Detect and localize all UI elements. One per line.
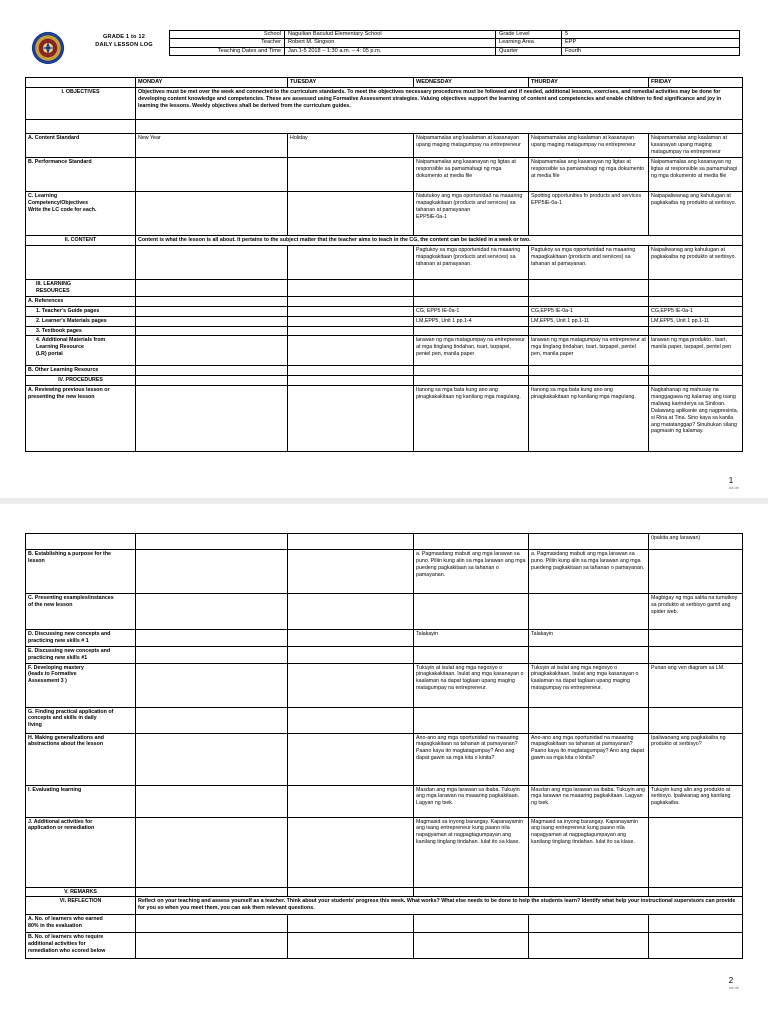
blank-cell	[649, 376, 743, 386]
page-number-1-value: 1	[728, 476, 734, 485]
procedure-g-line-3: living	[28, 722, 42, 729]
blank-cell	[288, 534, 414, 550]
learning-resources-line-1: III. LEARNING	[36, 281, 72, 288]
blank-cell	[136, 296, 288, 306]
area-value: EPP	[562, 39, 740, 47]
procedure-c-fri: Magbigay ng mga salita na tumutkoy sa produkto at serbisyo gamit ang spider web.	[649, 594, 743, 630]
blank-cell	[649, 933, 743, 959]
procedure-e-line-1: E. Discussing new concepts and	[28, 647, 111, 654]
competency-label-line-2: Competency/Objectives	[28, 200, 89, 207]
watermark-2: lcli.de	[728, 985, 739, 990]
blank-cell	[136, 192, 288, 236]
procedure-h-fri: Ipaliwanang ang pagkakaiba ng produkto at serbisyo?	[649, 733, 743, 785]
procedure-f-thu: Tukuyin at isulat ang mga negosyo o pinagkakakitaan. Isulat ang mga kasanayan o kaalaman na dapat taglaan upang maging matagumpay na entrepreneur.	[529, 663, 649, 707]
document-title	[78, 33, 170, 50]
procedure-h-thu: Ano-ano ang mga oportunidad na maaaring mapagkakitaan sa tahanan at pamayanan? Paano kaya ito magtatagumpay? Ano ang dapat gawin sa mga kita o kinita?	[529, 733, 649, 785]
performance-standard-thu: Naipamamalas ang kasanayan ng ligtas at responsible sa pamamahagi ng mga dokumento at media file	[529, 158, 649, 192]
content-standard-thu: Naipamamalas ang kaalaman at kasanayan upang maging matagumpay na entrepreneur	[529, 134, 649, 158]
blank-cell	[288, 550, 414, 594]
procedure-j-wed: Magmasid sa inyong barangay. Kapanayamin ang isang entrepreneur kung paano nila napagyaman at nagpagtagumpayan ang kanilang tinglang tindahan. Iulat ito sa klase.	[414, 817, 529, 887]
blank-cell	[414, 707, 529, 733]
teacher-value: Robert M. Singson	[285, 39, 496, 47]
day-friday: FRIDAY	[649, 78, 743, 88]
blank-cell	[288, 663, 414, 707]
blank-cell	[136, 336, 288, 366]
procedure-b-label	[26, 550, 136, 594]
day-tuesday: TUESDAY	[288, 78, 414, 88]
corner-cell	[26, 78, 136, 88]
competency-thu-text: Spotting opportunities fo products and services	[531, 193, 642, 200]
procedure-b-line-2: lesson	[28, 557, 45, 564]
blank-cell	[649, 887, 743, 897]
grade-value: 5	[562, 31, 740, 39]
blank-cell	[136, 663, 288, 707]
blank-cell	[414, 594, 529, 630]
blank-cell	[414, 366, 529, 376]
competency-fri: Naipapaliwanag ang kahulugan at pagkakaiba ng produkto at serbisyo.	[649, 192, 743, 236]
blank-cell	[649, 280, 743, 297]
procedure-f-wed: Tukuyin at isulat ang mga negosyo o pinagkakakitaan. Isulat ang mga kasanayan o kaalaman na dapat taglaan upang maging matagumpay na entrepreneur.	[414, 663, 529, 707]
blank-cell	[288, 316, 414, 326]
learners-materials-label: 2. Learner's Materials pages	[26, 316, 136, 326]
blank-cell	[649, 296, 743, 306]
competency-wed	[414, 192, 529, 236]
procedure-d-label	[26, 630, 136, 647]
blank-cell	[288, 933, 414, 959]
procedure-h-line-2: abstractions about the lesson	[28, 741, 104, 748]
blank-cell	[136, 646, 288, 663]
content-note: Content is what the lesson is all about. It pertains to the subject matter that the teacher aims to teach in the CG, the content can be tackled in a week or two.	[136, 236, 743, 246]
blank-cell	[136, 306, 288, 316]
blank-cell	[26, 246, 136, 280]
blank-cell	[414, 915, 529, 933]
blank-cell	[288, 280, 414, 297]
blank-cell	[414, 534, 529, 550]
blank-cell	[288, 192, 414, 236]
blank-cell	[414, 887, 529, 897]
title-line-1: GRADE 1 to 12	[102, 34, 146, 40]
blank-cell	[288, 594, 414, 630]
procedure-b-wed: a. Pagmasdang mabuti ang mga larawan sa puno. Piliin kung alin sa mga larawan ang mga puedeng pagkakitaan sa tahanan o pamayanan.	[414, 550, 529, 594]
remarks-label: V. REMARKS	[26, 887, 136, 897]
procedure-i-wed: Masdan ang mga larawan sa ibaba. Tukuyin ang mga larawan na maaaring pagkakitaan. Lagyan ng tsek.	[414, 785, 529, 817]
blank-cell	[529, 915, 649, 933]
procedure-c-line-2: of the new lesson	[28, 601, 73, 608]
blank-cell	[649, 915, 743, 933]
blank-cell	[136, 366, 288, 376]
blank-cell	[136, 158, 288, 192]
blank-cell	[288, 376, 414, 386]
blank-cell	[288, 915, 414, 933]
grade-label: Grade Level	[496, 31, 562, 39]
blank-cell	[529, 534, 649, 550]
blank-cell	[649, 707, 743, 733]
area-label: Learning Area	[496, 39, 562, 47]
procedure-f-line-3: Assessment 3 )	[28, 678, 67, 685]
blank-cell	[136, 550, 288, 594]
blank-cell	[288, 158, 414, 192]
procedure-h-label	[26, 733, 136, 785]
blank-cell	[288, 336, 414, 366]
competency-wed-code: EPP5IE-0a-1	[416, 213, 447, 220]
procedure-g-line-2: concepts and skills in daily	[28, 715, 97, 722]
procedure-a-wed: Itanong sa mga bata kung ano ang pinagkakakitaan ng kanilang mga magulang.	[414, 386, 529, 452]
day-monday: MONDAY	[136, 78, 288, 88]
competency-thu	[529, 192, 649, 236]
blank-cell	[288, 296, 414, 306]
content-standard-mon: New Year	[136, 134, 288, 158]
page-number-2	[729, 976, 739, 990]
procedure-i-label: I. Evaluating learning	[26, 785, 136, 817]
procedure-d-wed: Talakayin	[414, 630, 529, 647]
blank-cell	[529, 594, 649, 630]
blank-cell	[288, 366, 414, 376]
procedure-j-line-2: application or remediation	[28, 825, 95, 832]
blank-cell	[288, 326, 414, 336]
blank-cell	[136, 785, 288, 817]
procedure-c-line-1: C. Presenting examples/instances	[28, 595, 114, 601]
additional-materials-fri: larawan ng mga produkto , tsart, manila paper, tarpapel, pentel pen	[649, 336, 743, 366]
performance-standard-wed: Naipamamalas ang kasanayan ng ligtas at responsible sa pamamahagi ng mga dokumento at media file	[414, 158, 529, 192]
references-label: A. References	[26, 296, 136, 306]
procedure-f-fri: Punan ang ven diagram sa LM.	[649, 663, 743, 707]
blank-cell	[649, 630, 743, 647]
dates-label: Teaching Dates and Time	[170, 47, 285, 55]
procedure-h-wed: Ano-ano ang mga oportunidad na maaaring mapagkakitaan sa tahanan at pamayanan? Paano kaya ito magtatagumpay? Ano ang dapat gawin sa mga kita o kinita?	[414, 733, 529, 785]
header-info-table	[169, 30, 740, 56]
blank-cell	[288, 630, 414, 647]
procedure-a-line-2: presenting the new lesson	[28, 394, 95, 401]
blank-cell	[529, 296, 649, 306]
procedure-j-line-1: J. Additional activities for	[28, 818, 93, 825]
procedure-f-label	[26, 663, 136, 707]
blank-cell	[136, 316, 288, 326]
blank-cell	[288, 646, 414, 663]
additional-materials-line-3: (LR) portal	[36, 351, 63, 358]
additional-materials-wed: larawan ng mga matagumpay na entrepreneur at mga tinglang tindahan, tsart, tarpapel, pentel pen, manila paper	[414, 336, 529, 366]
reflection-b-label	[26, 933, 136, 959]
learning-resources-line-2: RESOURCES	[36, 288, 70, 295]
textbook-label: 3. Textbook pages	[26, 326, 136, 336]
competency-label-line-1: C. Learning	[28, 193, 58, 200]
competency-thu-code: EPP5IE-0a-1	[531, 200, 562, 207]
content-wed: Pagtukoy sa mga opportunidad na maaaring mapagkakitaan (products and services) sa tahanan at pamayanan.	[414, 246, 529, 280]
teachers-guide-label: 1. Teacher's Guide pages	[26, 306, 136, 316]
blank-cell	[136, 120, 743, 134]
blank-cell	[529, 366, 649, 376]
teacher-label: Teacher	[170, 39, 285, 47]
procedure-h-line-1: H. Making generalizations and	[28, 734, 104, 741]
content-standard-wed: Naipamamalas ang kaalaman at kasanayan upang maging matagumpay na entrepreneur	[414, 134, 529, 158]
blank-cell	[414, 296, 529, 306]
blank-cell	[288, 386, 414, 452]
blank-cell	[414, 326, 529, 336]
blank-cell	[288, 887, 414, 897]
school-label: School	[170, 31, 285, 39]
procedure-b-line-1: B. Establishing a purpose for the	[28, 551, 111, 557]
teachers-guide-thu: CG,EPP5 IE-0a-1	[529, 306, 649, 316]
teachers-guide-fri: CG,EPP5 IE-0a-1	[649, 306, 743, 316]
blank-cell	[26, 120, 136, 134]
procedure-d-line-2: practicing new skills # 1	[28, 637, 89, 644]
blank-cell	[136, 280, 288, 297]
procedure-i-thu: Masdan ang mga larawan sa ibaba. Tukuyin ang mga larawan na maaaring pagkakitaan. Lagyan ng tsek.	[529, 785, 649, 817]
performance-standard-fri: Naipamamalas ang kasanayan ng ligtas at responsible sa pamamahagi ng mga dokumento at media file	[649, 158, 743, 192]
blank-cell	[136, 915, 288, 933]
blank-cell	[529, 376, 649, 386]
competency-label	[26, 192, 136, 236]
blank-cell	[529, 280, 649, 297]
day-thursday: THURDAY	[529, 78, 649, 88]
blank-cell	[288, 817, 414, 887]
blank-cell	[136, 933, 288, 959]
reflection-b-line-1: B. No. of learners who require	[28, 934, 104, 941]
blank-cell	[529, 326, 649, 336]
additional-materials-line-1: 4. Additional Materials from	[36, 337, 106, 344]
additional-materials-line-2: Learning Resource	[36, 344, 84, 351]
blank-cell	[136, 887, 288, 897]
content-fri: Naipaliwanag ang kahulugan at pagkakaiba ng produkto at serbisyo.	[649, 246, 743, 280]
reflection-a-label	[26, 915, 136, 933]
quarter-label: Quarter	[496, 47, 562, 55]
blank-cell	[288, 707, 414, 733]
blank-cell	[529, 933, 649, 959]
procedure-j-label	[26, 817, 136, 887]
procedure-d-line-1: D. Discussing new concepts and	[28, 631, 111, 637]
title-line-2: DAILY LESSON LOG	[95, 42, 153, 49]
additional-materials-label	[26, 336, 136, 366]
blank-cell	[136, 326, 288, 336]
quarter-value: Fourth	[562, 47, 740, 55]
blank-cell	[649, 366, 743, 376]
school-value: Naguilian Baculud Elementary School	[285, 31, 496, 39]
learners-materials-wed: LM,EPP5, Unit 1 pp.1-4	[414, 316, 529, 326]
learners-materials-thu: LM,EPP5, Unit 1 pp.1-11	[529, 316, 649, 326]
reflection-text: Reflect on your teaching and assess yourself as a teacher. Think about your students' progress this week. What works? What else needs to be done to help the students learn? Identify what help your instructional supervisors can provide for you so when you meet them, you can ask them relevant questions.	[136, 897, 743, 915]
blank-cell	[288, 733, 414, 785]
blank-cell	[649, 817, 743, 887]
reflection-b-line-2: additional activities for	[28, 941, 86, 948]
objectives-label: I. OBJECTIVES	[26, 88, 136, 120]
blank-cell	[414, 646, 529, 663]
content-standard-label: A. Content Standard	[26, 134, 136, 158]
blank-cell	[136, 534, 288, 550]
page-1	[0, 0, 768, 500]
procedure-g-label	[26, 707, 136, 733]
blank-cell	[529, 887, 649, 897]
procedure-c-label	[26, 594, 136, 630]
teachers-guide-wed: CG, EPP5 IE-0a-1	[414, 306, 529, 316]
blank-cell	[414, 280, 529, 297]
lesson-log-table-continued	[25, 533, 743, 959]
page-number-2-value: 2	[728, 976, 734, 985]
blank-cell	[136, 376, 288, 386]
blank-cell	[529, 707, 649, 733]
day-wednesday: WEDNESDAY	[414, 78, 529, 88]
page-2	[0, 500, 768, 1024]
reflection-a-line-2: 80% in the evaluation	[28, 923, 82, 930]
content-standard-fri: Naipamamalas ang kaalaman at kasanayan upang maging matagumpay na entrepreneur	[649, 134, 743, 158]
performance-standard-label: B. Performance Standard	[26, 158, 136, 192]
blank-cell	[288, 306, 414, 316]
blank-cell	[529, 646, 649, 663]
content-label: II. CONTENT	[26, 236, 136, 246]
procedure-a-fri-cont: (ipakita ang larawan)	[649, 534, 743, 550]
blank-cell	[136, 817, 288, 887]
reflection-label: VI. REFLECTION	[26, 897, 136, 915]
watermark-1: lcli.de	[728, 485, 739, 490]
procedure-e-label	[26, 646, 136, 663]
procedure-d-thu: Talakayin	[529, 630, 649, 647]
procedure-a-line-1: A. Reviewing previous lesson or	[28, 387, 110, 394]
procedure-a-thu: Itanong sa mga bata kung ano ang pinagkakakitaan ng kanilang mga magulang.	[529, 386, 649, 452]
deped-seal-icon	[31, 31, 65, 65]
competency-label-line-3: Write the LC code for each.	[28, 207, 97, 214]
procedure-a-label	[26, 386, 136, 452]
procedure-a-fri: Nagkahanap ng mahusay na manggagawa ng kalamay ang isang maliwag karinderya sa Siniloan. Dalawang aplikante ang nagpresinta, si Rina at Tina. Sino kaya sa kanila ang matatanggap? Sinubukan silang pagmasin ng kalamay.	[649, 386, 743, 452]
blank-cell	[26, 534, 136, 550]
blank-cell	[136, 707, 288, 733]
content-thu: Pagtukoy sa mga opportunidad na maaaring mapagkakitaan (products and services) sa tahanan at pamayanan.	[529, 246, 649, 280]
learning-resources-label	[26, 280, 136, 297]
dates-value: Jan.1-5 2018 – 1:30 a.m. – 4: 05 p.m.	[285, 47, 496, 55]
blank-cell	[649, 326, 743, 336]
blank-cell	[414, 376, 529, 386]
procedure-b-thu: a. Pagmasdang mabuti ang mga larawan sa puno. Piliin kung alin sa mga larawan ang mga puedeng pagkakitaan sa tahanan o pamayanan.	[529, 550, 649, 594]
reflection-a-line-1: A. No. of learners who earned	[28, 916, 103, 923]
blank-cell	[136, 733, 288, 785]
procedures-label: IV. PROCEDURES	[26, 376, 136, 386]
blank-cell	[136, 386, 288, 452]
other-resources-label: B. Other Learning Resource	[26, 366, 136, 376]
competency-wed-text: Natutukoy ang mga oportunidad na maaaring mapagkakitaan (products and services) sa tahanan at pamayanan	[416, 193, 523, 214]
blank-cell	[649, 550, 743, 594]
additional-materials-thu: larawan ng mga matagumpay na entrepreneur at mga tinglang tindahan, tsart, tarpapel, pentel pen, manila paper	[529, 336, 649, 366]
content-standard-tue: Holiday	[288, 134, 414, 158]
procedure-g-line-1: G. Finding practical application of	[28, 708, 114, 715]
lesson-log-table	[25, 77, 743, 452]
objectives-text: Objectives must be met over the week and connected to the curriculum standards. To meet the objectives necessary procedures must be followed and if needed, additional lessons, exercises, and remedial activities may be done for developing content knowledge and competencies. These are assessed using Formative Assessment strategies. Valuing objectives support the learning of content and competencies and enable children to find significance and joy in learning the lessons. Weekly objectives shall be derived from the curriculum guides.	[136, 88, 743, 120]
procedure-f-line-2: (leads to Formative	[28, 671, 77, 678]
blank-cell	[649, 646, 743, 663]
blank-cell	[136, 594, 288, 630]
blank-cell	[136, 246, 288, 280]
procedure-i-fri: Tukuyin kung alin ang produkto at serbisyo. Ipaliwanag ang kanilang pagkakaiba.	[649, 785, 743, 817]
page-number-1	[729, 476, 739, 490]
blank-cell	[136, 630, 288, 647]
procedure-e-line-2: practicing new skills #1	[28, 654, 88, 661]
reflection-b-line-3: remediation who scored below	[28, 948, 106, 955]
procedure-j-thu: Magmasid sa inyong barangay. Kapanayamin ang isang entrepreneur kung paano nila napagyaman at nagpagtagumpayan ang kanilang tinglang tindahan. Iulat ito sa klase.	[529, 817, 649, 887]
blank-cell	[288, 246, 414, 280]
blank-cell	[288, 785, 414, 817]
blank-cell	[414, 933, 529, 959]
procedure-f-line-1: F. Developing mastery	[28, 664, 84, 671]
learners-materials-fri: LM,EPP5, Unit 1 pp.1-11	[649, 316, 743, 326]
